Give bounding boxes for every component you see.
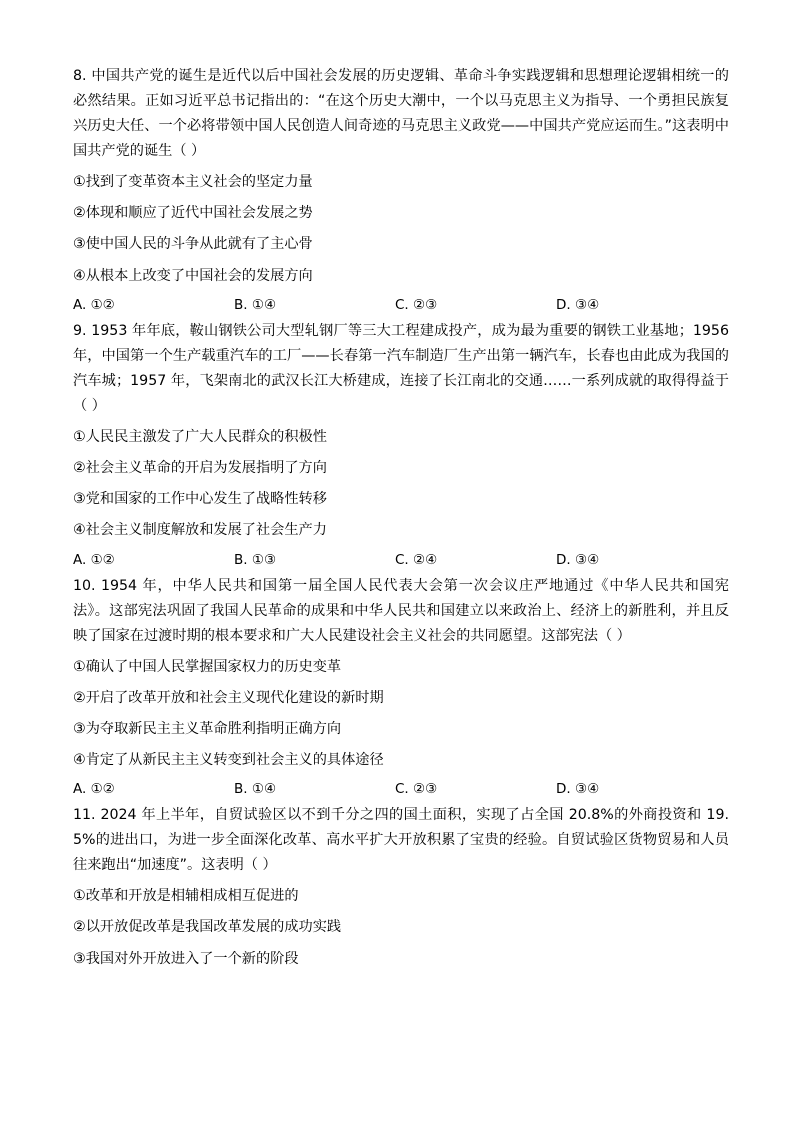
question-stem: 10. 1954 年，中华人民共和国第一届全国人民代表大会第一次会议庄严地通过《中华人民共和国宪法》。这部宪法巩固了我国人民革命的成果和中华人民共和国建立以来政治上、经济上的新胜利，并且反映了国家在过渡时期的根本要求和广大人民建设社会主义社会的共同愿望。这部宪法（ ）	[73, 577, 729, 644]
option-statement: ③党和国家的工作中心发生了战略性转移	[73, 491, 327, 508]
choice-c: C. ②③	[395, 781, 438, 798]
choice-d: D. ③④	[556, 781, 600, 798]
choice-b: B. ①④	[234, 781, 277, 798]
option-statement: ①确认了中国人民掌握国家权力的历史变革	[73, 658, 342, 675]
option-statement: ③使中国人民的斗争从此就有了主心骨	[73, 236, 313, 253]
answer-choices	[73, 550, 729, 570]
option-statement: ③我国对外开放进入了一个新的阶段	[73, 950, 299, 967]
option-statement: ①改革和开放是相辅相成相互促进的	[73, 888, 299, 905]
question-stem: 8. 中国共产党的诞生是近代以后中国社会发展的历史逻辑、革命斗争实践逻辑和思想理论逻辑相统一的必然结果。正如习近平总书记指出的：“在这个历史大潮中，一个以马克思主义为指导、一个勇担民族复兴历史大任、一个必将带领中国人民创造人间奇迹的马克思主义政党——中国共产党应运而生。”这表明中国共产党的诞生（ ）	[73, 68, 729, 159]
question-8	[73, 64, 729, 315]
choice-a: A. ①②	[73, 551, 115, 568]
choice-b: B. ①④	[234, 296, 277, 313]
choice-b: B. ①③	[234, 551, 277, 568]
question-stem: 9. 1953 年年底，鞍山钢铁公司大型轧钢厂等三大工程建成投产，成为最为重要的钢铁工业基地；1956 年，中国第一个生产载重汽车的工厂——长春第一汽车制造厂生产出第一辆汽车，长春也由此成为我国的汽车城；1957 年，飞架南北的武汉长江大桥建成，连接了长江南北的交通……一系列成就的取得得益于（ ）	[73, 322, 729, 414]
choice-c: C. ②③	[395, 296, 438, 313]
option-statement: ③为夺取新民主主义革命胜利指明正确方向	[73, 720, 342, 737]
option-statement: ②社会主义革命的开启为发展指明了方向	[73, 459, 327, 476]
question-10	[73, 574, 729, 800]
question-stem: 11. 2024 年上半年，自贸试验区以不到千分之四的国土面积，实现了占全国 20.8%的外商投资和 19.5%的进出口，为进一步全面深化改革、高水平扩大开放积累了宝贵的经验。自贸试验区货物贸易和人员往来跑出“加速度”。这表明（ ）	[73, 807, 729, 874]
option-statement: ④肯定了从新民主主义转变到社会主义的具体途径	[73, 752, 384, 769]
choice-d: D. ③④	[556, 551, 600, 568]
answer-choices	[73, 295, 729, 315]
choice-a: A. ①②	[73, 296, 115, 313]
question-11	[73, 803, 729, 971]
option-statement: ④社会主义制度解放和发展了社会生产力	[73, 522, 327, 539]
option-statement: ②开启了改革开放和社会主义现代化建设的新时期	[73, 689, 384, 706]
question-9	[73, 319, 729, 570]
option-statement: ②体现和顺应了近代中国社会发展之势	[73, 205, 313, 222]
option-statement: ①找到了变革资本主义社会的坚定力量	[73, 174, 313, 190]
choice-d: D. ③④	[556, 296, 600, 313]
answer-choices	[73, 779, 729, 799]
option-statement: ②以开放促改革是我国改革发展的成功实践	[73, 919, 342, 936]
choice-a: A. ①②	[73, 781, 115, 798]
option-statement: ④从根本上改变了中国社会的发展方向	[73, 267, 313, 284]
exam-page	[73, 64, 729, 978]
option-statement: ①人民民主激发了广大人民群众的积极性	[73, 428, 327, 445]
choice-c: C. ②④	[395, 551, 438, 568]
